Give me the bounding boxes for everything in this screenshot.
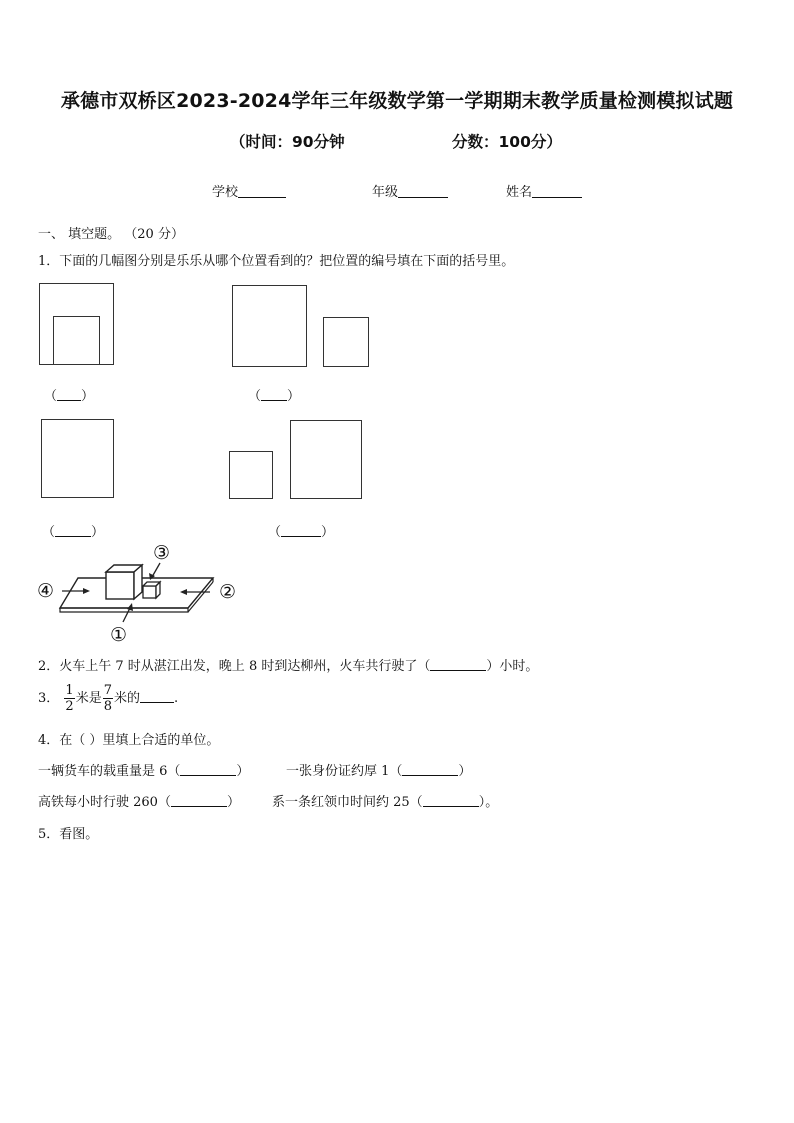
large-cube [106,565,142,599]
name-blank[interactable] [532,184,582,198]
view-c-square [41,419,114,498]
section-heading: 一、 填空题。 （20 分） [38,227,184,242]
position-label-3: ③ [153,542,171,564]
question-1-text: 1．下面的几幅图分别是乐乐从哪个位置看到的？把位置的编号填在下面的括号里。 [38,254,515,269]
question-3-blank[interactable] [140,690,174,703]
page-title: 承德市双桥区2023-2024学年三年级数学第一学期期末教学质量检测模拟试题 [60,90,734,112]
school-label: 学校 [212,185,239,200]
position-label-2: ② [219,581,237,603]
question-4-blank-1[interactable] [180,763,236,776]
view-b-large-square [232,285,307,367]
name-label: 姓名 [506,185,533,200]
question-4-item-3: 高铁每小时行驶 260（ ） [38,795,240,810]
view-d-large-square [290,420,362,499]
board-side [60,608,188,612]
answer-b-blank[interactable] [261,388,287,401]
view-d-small-square [229,451,273,499]
position-label-4: ④ [37,580,55,602]
answer-c: （ ） [42,525,105,540]
question-4-item-4: 系一条红领巾时间约 25（ ）。 [272,795,499,810]
fraction-seven-eighths: $\frac{7}{8}$ [103,683,112,714]
grade-blank[interactable] [398,184,448,198]
fraction-one-half: $\frac{1}{2}$ [65,683,74,714]
question-4-item-2: 一张身份证约厚 1（ ） [286,764,472,779]
question-2-blank[interactable] [430,658,486,671]
position-label-1: ① [110,624,128,646]
answer-b: （ ） [248,389,301,404]
name-field [506,181,582,200]
view-b-small-square [323,317,369,367]
answer-c-blank[interactable] [55,524,91,537]
arrow-right [180,589,210,595]
answer-d: （ ） [268,525,335,540]
question-4-blank-3[interactable] [171,794,227,807]
small-cube [143,582,160,598]
grade-label: 年级 [372,185,399,200]
grade-field [372,181,448,200]
answer-a-blank[interactable] [57,388,81,401]
question-4-blank-2[interactable] [402,763,458,776]
exam-score: 分数：100分） [452,133,562,151]
answer-d-blank[interactable] [281,524,321,537]
question-4-text: 4．在（ ）里填上合适的单位。 [38,733,220,748]
question-4-blank-4[interactable] [423,794,479,807]
arrow-left [62,588,90,594]
question-2: 2．火车上午 7 时从湛江出发，晚上 8 时到达柳州，火车共行驶了（ ）小时。 [38,659,539,674]
question-5-text: 5．看图。 [38,827,99,842]
question-3: 3． $\frac{1}{2}$ 米是 $\frac{7}{8}$ 米的 . [38,683,179,714]
view-a-small-square [53,316,100,365]
school-field [212,181,286,200]
answer-a: （ ） [44,389,95,404]
exam-time: （时间：90分钟 [230,133,345,151]
school-blank[interactable] [238,184,286,198]
question-4-item-1: 一辆货车的载重量是 6（ ） [38,764,250,779]
